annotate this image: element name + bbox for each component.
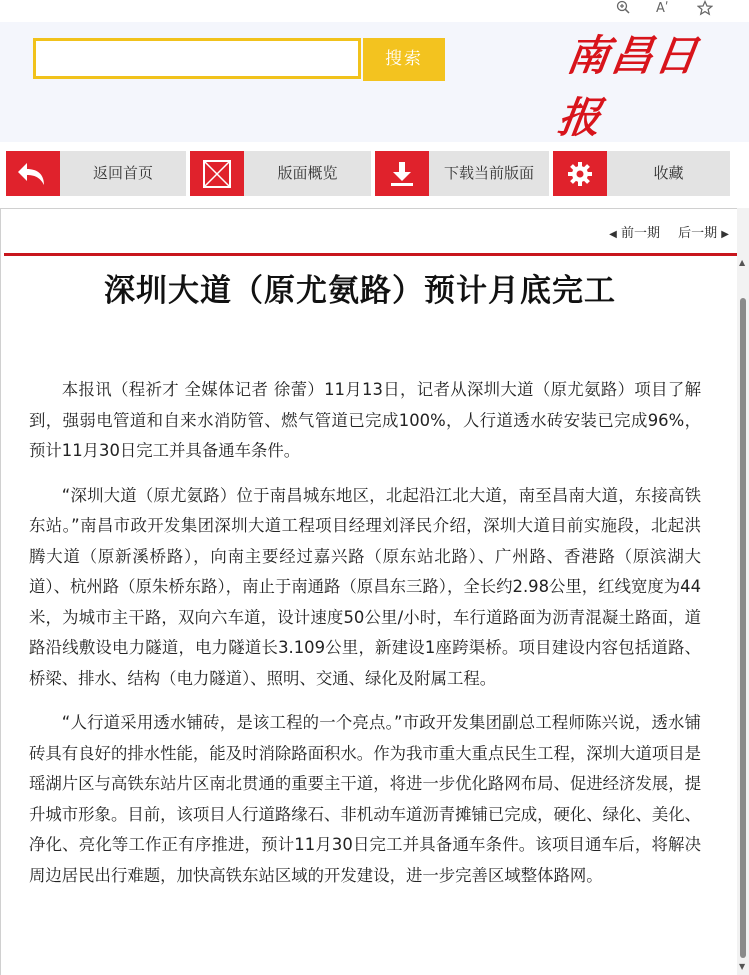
main-nav [0,151,749,196]
back-arrow-icon [6,151,60,196]
browser-toolbar [0,0,749,23]
article-paragraph: 本报讯（程祈才 全媒体记者 徐蕾）11月13日，记者从深圳大道（原尤氨路）项目了解到，强弱电管道和自来水消防管、燃气管道已完成100%，人行道透水砖安装已完成96%，预计11月30日完工并具备通车条件。 [29,380,701,460]
layout-icon [190,151,244,196]
article-title: 深圳大道（原尤氨路）预计月底完工 [104,273,616,309]
article-body [29,375,701,905]
site-header [0,22,749,142]
nav-overview-label: 版面概览 [244,151,371,196]
article-panel [0,208,737,975]
prev-issue-link[interactable] [595,226,660,241]
search-button[interactable]: 搜索 [363,38,445,81]
scroll-up-icon[interactable]: ▲ [739,258,746,267]
article-paragraph: “深圳大道（原尤氨路）位于南昌城东地区，北起沿江北大道，南至昌南大道，东接高铁东站。”南昌市政开发集团深圳大道工程项目经理刘泽民介绍，深圳大道目前实施段，北起洪腾大道（原新溪桥路），向南主要经过嘉兴路（原东站北路）、广州路、香港路（原滨湖大道）、杭州路（原朱桥东路），南止于南通路（原昌东三路），全长约2.98公里，红线宽度为44米，为城市主干路，双向六车道，设计速度50公里/小时，车行道路面为沥青混凝土路面，道路沿线敷设电力隧道，电力隧道长3.109公里，新建设1座跨渠桥。项目建设内容包括道路、桥梁、排水、结构（电力隧道）、照明、交通、绿化及附属工程。 [29,485,701,688]
scroll-down-icon[interactable]: ▼ [739,962,746,971]
download-icon [375,151,429,196]
caret-right-icon: ▶ [721,229,729,240]
gear-icon [553,151,607,196]
scrollbar[interactable] [737,208,749,975]
star-icon[interactable] [697,0,713,20]
caret-left-icon: ◀ [609,229,617,240]
nav-download-label: 下载当前版面 [429,151,549,196]
article-paragraph: “人行道采用透水铺砖，是该工程的一个亮点。”市政开发集团副总工程师陈兴说，透水铺砖具有良好的排水性能，能及时消除路面积水。作为我市重大重点民生工程，深圳大道项目是瑶湖片区与高铁东站片区南北贯通的重要主干道，将进一步优化路网布局、促进经济发展，提升城市形象。目前，该项目人行道路缘石、非机动车道沥青摊铺已完成，硬化、绿化、美化、净化、亮化等工作正有序推进，预计11月30日完工并具备通车条件。该项目通车后，将解决周边居民出行难题，加快高铁东站区域的开发建设，进一步完善区域整体路网。 [29,713,702,885]
brand-logo[interactable]: 南昌日报 [554,31,703,142]
zoom-in-icon[interactable] [616,0,630,18]
search-input[interactable] [33,38,361,79]
scroll-thumb[interactable] [740,298,746,958]
prev-issue-label: 前一期 [620,226,660,241]
nav-home-label: 返回首页 [60,151,186,196]
read-aloud-icon[interactable]: Aʹ [656,1,669,16]
divider [4,253,737,256]
next-issue-link[interactable] [678,226,729,241]
nav-favorite-label: 收藏 [607,151,730,196]
issue-nav [581,222,729,241]
next-issue-label: 后一期 [678,226,718,241]
